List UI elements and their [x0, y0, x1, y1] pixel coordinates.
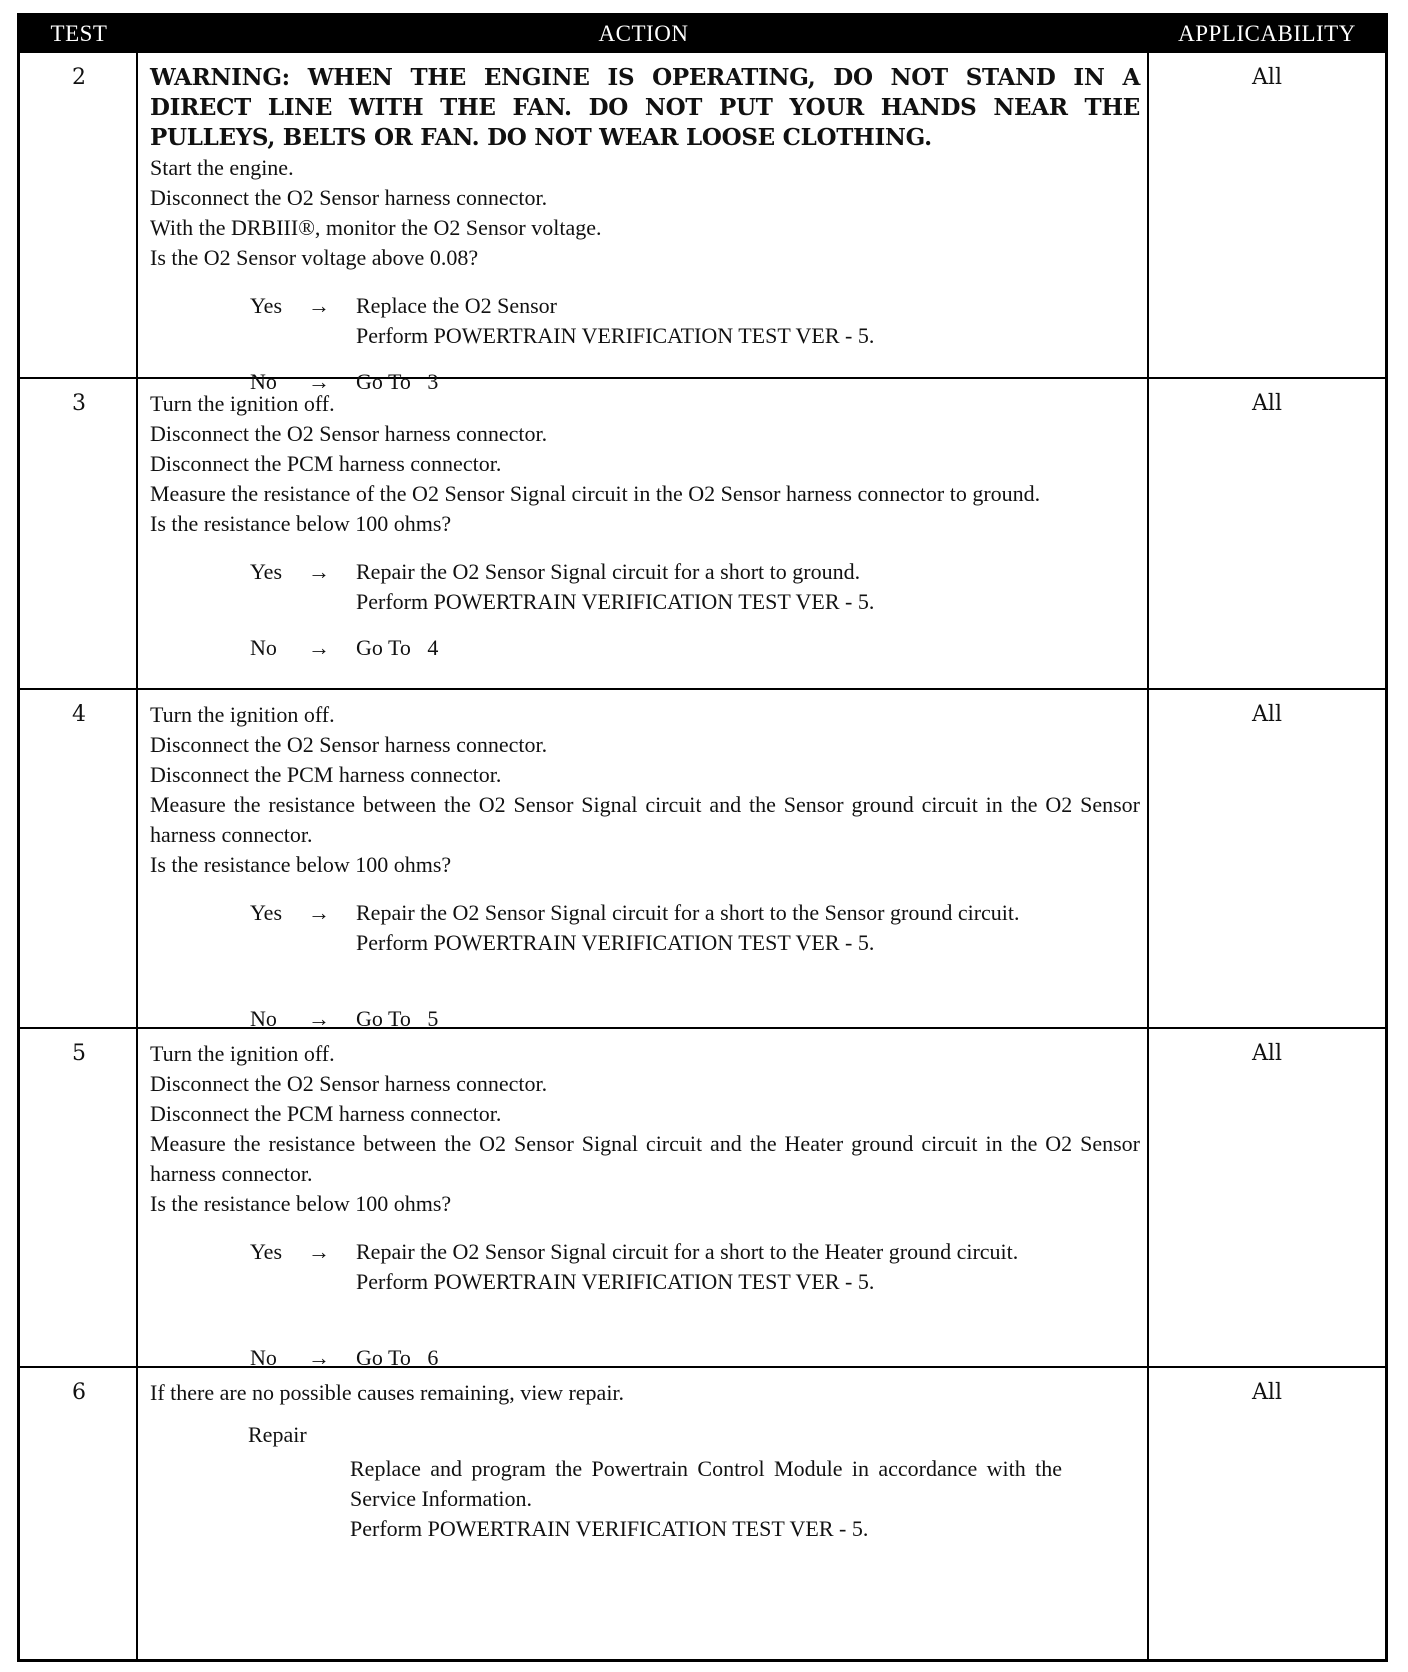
step-text: Is the O2 Sensor voltage above 0.08? — [150, 245, 479, 270]
test-number: 3 — [72, 391, 86, 416]
step-text: Measure the resistance between the O2 Sensor Signal circuit and the Heater ground circuit in the O2 Sensor harness connector. — [150, 1131, 1140, 1186]
goto-text: Go To 6 — [356, 1345, 439, 1370]
step-text: Disconnect the O2 Sensor harness connector. — [150, 732, 548, 757]
diagnostic-test-table — [17, 13, 1388, 1662]
yes-result-text: Replace the O2 Sensor — [356, 293, 557, 318]
repair-text: Replace and program the Powertrain Control Module in accordance with the Service Information. — [350, 1456, 1062, 1511]
test-row-2 — [20, 53, 1385, 394]
action-cell — [150, 700, 1140, 1034]
test-row-3 — [20, 379, 1385, 688]
warning-text: WARNING: WHEN THE ENGINE IS OPERATING, DO NOT STAND IN A DIRECT LINE WITH THE FAN. DO NOT PUT YOUR HANDS NEAR THE PULLEYS, BELTS OR FAN. DO NOT WEAR LOOSE CLOTHING. — [150, 64, 1140, 151]
test-row-5 — [20, 1029, 1385, 1370]
step-text: Is the resistance below 100 ohms? — [150, 511, 452, 536]
applicability-value: All — [1252, 391, 1282, 416]
step-text: Disconnect the PCM harness connector. — [150, 1101, 502, 1126]
step-text: Start the engine. — [150, 155, 294, 180]
step-text: With the DRBIII®, monitor the O2 Sensor voltage. — [150, 215, 602, 240]
applicability-value: All — [1252, 1041, 1282, 1066]
yes-result-text: Repair the O2 Sensor Signal circuit for a short to the Heater ground circuit. — [356, 1239, 1019, 1264]
test-row-4 — [20, 690, 1385, 1031]
header-applicability: APPLICABILITY — [1178, 21, 1356, 46]
no-label: No — [250, 1345, 277, 1370]
arrow-icon: → — [308, 559, 330, 584]
no-label: No — [250, 369, 277, 394]
repair-label: Repair — [248, 1422, 307, 1447]
step-text: Turn the ignition off. — [150, 1041, 335, 1066]
header-test: TEST — [50, 21, 108, 46]
yes-branch — [150, 557, 1140, 617]
yes-branch — [150, 898, 1140, 988]
step-text: Disconnect the PCM harness connector. — [150, 451, 502, 476]
action-cell — [150, 1039, 1140, 1373]
yes-result — [356, 291, 1061, 351]
yes-label: Yes — [250, 900, 283, 925]
test-number: 4 — [72, 702, 86, 727]
yes-branch — [150, 291, 1140, 351]
table-header — [20, 16, 1385, 53]
test-number: 6 — [72, 1380, 86, 1405]
arrow-icon: → — [308, 1006, 330, 1031]
goto-text: Go To 5 — [356, 1006, 439, 1031]
step-text: Is the resistance below 100 ohms? — [150, 1191, 452, 1216]
step-text: Is the resistance below 100 ohms? — [150, 852, 452, 877]
step-text: Turn the ignition off. — [150, 391, 335, 416]
step-text: Turn the ignition off. — [150, 702, 335, 727]
step-text: Disconnect the O2 Sensor harness connector. — [150, 1071, 548, 1096]
yes-result — [356, 1237, 1061, 1297]
arrow-icon: → — [308, 293, 330, 318]
yes-branch — [150, 1237, 1140, 1327]
yes-label: Yes — [250, 1239, 283, 1264]
step-text: Measure the resistance between the O2 Sensor Signal circuit and the Sensor ground circuit in the O2 Sensor harness connector. — [150, 792, 1140, 847]
test-number: 2 — [72, 65, 86, 90]
arrow-icon: → — [308, 369, 330, 394]
perform-verification-text: Perform POWERTRAIN VERIFICATION TEST VER - 5. — [356, 1269, 875, 1294]
arrow-icon: → — [308, 1239, 330, 1264]
applicability-value: All — [1252, 702, 1282, 727]
perform-verification-text: Perform POWERTRAIN VERIFICATION TEST VER - 5. — [356, 323, 875, 348]
no-branch — [150, 633, 1140, 663]
applicability-value: All — [1252, 65, 1282, 90]
perform-verification-text: Perform POWERTRAIN VERIFICATION TEST VER - 5. — [356, 930, 875, 955]
no-label: No — [250, 1006, 277, 1031]
step-text: Disconnect the O2 Sensor harness connector. — [150, 185, 548, 210]
goto-text: Go To 3 — [356, 369, 439, 394]
step-text: Disconnect the O2 Sensor harness connector. — [150, 421, 548, 446]
yes-result-text: Repair the O2 Sensor Signal circuit for a short to ground. — [356, 559, 861, 584]
perform-verification-text: Perform POWERTRAIN VERIFICATION TEST VER - 5. — [356, 589, 875, 614]
arrow-icon: → — [308, 635, 330, 660]
no-label: No — [250, 635, 277, 660]
step-text: If there are no possible causes remaining, view repair. — [150, 1380, 625, 1405]
yes-result-text: Repair the O2 Sensor Signal circuit for a short to the Sensor ground circuit. — [356, 900, 1020, 925]
arrow-icon: → — [308, 1345, 330, 1370]
yes-result — [356, 557, 1061, 617]
goto-text: Go To 4 — [356, 635, 439, 660]
header-action: ACTION — [598, 21, 689, 46]
test-number: 5 — [72, 1041, 86, 1066]
yes-result — [356, 898, 1061, 958]
action-cell — [150, 389, 1140, 663]
yes-label: Yes — [250, 559, 283, 584]
action-cell — [150, 1378, 1140, 1544]
yes-label: Yes — [250, 293, 283, 318]
step-text: Disconnect the PCM harness connector. — [150, 762, 502, 787]
step-text: Measure the resistance of the O2 Sensor Signal circuit in the O2 Sensor harness connector to ground. — [150, 481, 1041, 506]
applicability-value: All — [1252, 1380, 1282, 1405]
test-row-6 — [20, 1368, 1385, 1659]
action-cell — [150, 63, 1140, 397]
perform-verification-text: Perform POWERTRAIN VERIFICATION TEST VER - 5. — [350, 1516, 869, 1541]
arrow-icon: → — [308, 900, 330, 925]
